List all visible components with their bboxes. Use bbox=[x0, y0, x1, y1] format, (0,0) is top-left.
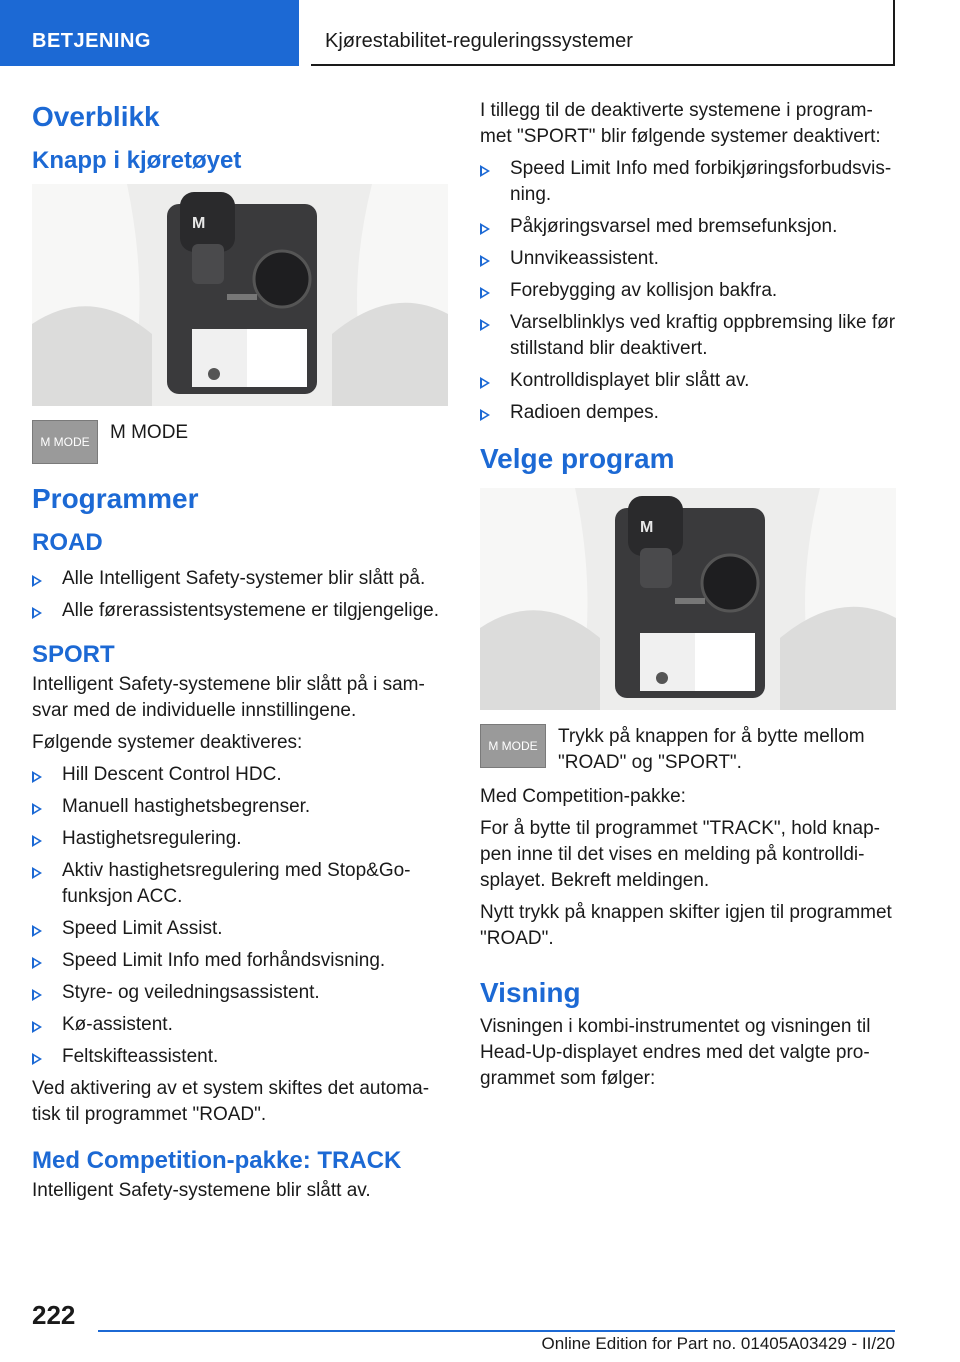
list-item: Speed Limit Info med forhåndsvisning. bbox=[32, 948, 448, 974]
triangle-bullet-icon bbox=[480, 409, 490, 421]
triangle-bullet-icon bbox=[32, 607, 42, 619]
triangle-bullet-icon bbox=[32, 803, 42, 815]
track-text: Intelligent Safety-systemene blir slått av. bbox=[32, 1180, 371, 1201]
list-item: Hastighetsregulering. bbox=[32, 826, 448, 852]
m-mode-button-icon: M MODE bbox=[480, 724, 546, 768]
triangle-bullet-icon bbox=[480, 255, 490, 267]
heading-programmer: Programmer bbox=[32, 483, 199, 514]
list-item: Kontrolldisplayet blir slått av. bbox=[480, 368, 896, 394]
triangle-bullet-icon bbox=[32, 1021, 42, 1033]
list-item: Styre- og veiledningsassistent. bbox=[32, 980, 448, 1006]
list-item: Radioen dempes. bbox=[480, 400, 896, 426]
left-column bbox=[32, 100, 448, 1210]
triangle-bullet-icon bbox=[32, 575, 42, 587]
sport-list bbox=[32, 762, 448, 1070]
triangle-bullet-icon bbox=[480, 319, 490, 331]
triangle-bullet-icon bbox=[32, 957, 42, 969]
svg-text:M: M bbox=[192, 215, 206, 232]
footer-divider bbox=[98, 1330, 895, 1332]
m-mode-button-icon: M MODE bbox=[32, 420, 98, 464]
list-item: Hill Descent Control HDC. bbox=[32, 762, 448, 788]
triangle-bullet-icon bbox=[480, 287, 490, 299]
console-image bbox=[32, 184, 448, 406]
triangle-bullet-icon bbox=[32, 867, 42, 879]
sport-intro: Intelligent Safety-systemene blir slått på i sam-svar med de individuelle innstillingene. bbox=[32, 674, 425, 721]
triangle-bullet-icon bbox=[480, 223, 490, 235]
road-list bbox=[32, 566, 448, 624]
triangle-bullet-icon bbox=[32, 989, 42, 1001]
sport-list-intro: Følgende systemer deaktiveres: bbox=[32, 732, 303, 753]
mode-caption: M MODE bbox=[110, 422, 189, 443]
heading-knapp: Knapp i kjøretøyet bbox=[32, 147, 242, 174]
header-section: BETJENING bbox=[0, 0, 299, 66]
visning-text: Visningen i kombi-instrumentet og visningen til Head-Up-displayet endres med det valgte pro-grammet som følger: bbox=[480, 1016, 871, 1089]
triangle-bullet-icon bbox=[480, 165, 490, 177]
heading-sport: SPORT bbox=[32, 641, 115, 668]
triangle-bullet-icon bbox=[480, 377, 490, 389]
triangle-bullet-icon bbox=[32, 835, 42, 847]
competition-label: Med Competition-pakke: bbox=[480, 786, 686, 807]
console-image-2 bbox=[480, 488, 896, 710]
list-item: Alle førerassistentsystemene er tilgjengelige. bbox=[32, 598, 448, 624]
list-item: Unnvikeassistent. bbox=[480, 246, 896, 272]
road-return: Nytt trykk på knappen skifter igjen til programmet "ROAD". bbox=[480, 902, 892, 949]
list-item: Kø-assistent. bbox=[32, 1012, 448, 1038]
mode-row-right bbox=[480, 724, 896, 776]
heading-road: ROAD bbox=[32, 529, 103, 556]
heading-track: Med Competition-pakke: TRACK bbox=[32, 1147, 402, 1174]
mode-caption: Trykk på knappen for å bytte mellom "ROAD" og "SPORT". bbox=[558, 726, 865, 773]
right-column bbox=[480, 98, 896, 1098]
triangle-bullet-icon bbox=[32, 1053, 42, 1065]
triangle-bullet-icon bbox=[32, 771, 42, 783]
list-item: Aktiv hastighetsregulering med Stop&Go-funksjon ACC. bbox=[32, 858, 448, 910]
page-number: 222 bbox=[32, 1300, 76, 1330]
track-instructions: For å bytte til programmet "TRACK", hold knap-pen inne til det vises en melding på kontrolldi-splayet. Bekreft meldingen. bbox=[480, 818, 880, 891]
footer-edition: Online Edition for Part no. 01405A03429 - II/20 bbox=[541, 1334, 895, 1353]
list-item: Speed Limit Assist. bbox=[32, 916, 448, 942]
triangle-bullet-icon bbox=[32, 925, 42, 937]
list-item: Alle Intelligent Safety-systemer blir slått på. bbox=[32, 566, 448, 592]
list-item: Påkjøringsvarsel med bremsefunksjon. bbox=[480, 214, 896, 240]
list-item: Speed Limit Info med forbikjøringsforbudsvis-ning. bbox=[480, 156, 896, 208]
heading-overblikk: Overblikk bbox=[32, 101, 160, 132]
sport-outro: Ved aktivering av et system skiftes det automa-tisk til programmet "ROAD". bbox=[32, 1078, 430, 1125]
center-console-illustration bbox=[480, 488, 896, 710]
center-console-illustration bbox=[32, 184, 448, 406]
svg-text:M: M bbox=[640, 519, 654, 536]
right-list bbox=[480, 156, 896, 426]
heading-velge: Velge program bbox=[480, 443, 675, 474]
header-chapter: Kjørestabilitet-reguleringssystemer bbox=[311, 0, 895, 66]
mode-row-left bbox=[32, 420, 448, 464]
list-item: Forebygging av kollisjon bakfra. bbox=[480, 278, 896, 304]
right-intro: I tillegg til de deaktiverte systemene i program-met "SPORT" blir følgende systemer deaktivert: bbox=[480, 100, 881, 147]
list-item: Manuell hastighetsbegrenser. bbox=[32, 794, 448, 820]
list-item: Feltskifteassistent. bbox=[32, 1044, 448, 1070]
list-item: Varselblinklys ved kraftig oppbremsing like før stillstand blir deaktivert. bbox=[480, 310, 896, 362]
heading-visning: Visning bbox=[480, 977, 581, 1008]
